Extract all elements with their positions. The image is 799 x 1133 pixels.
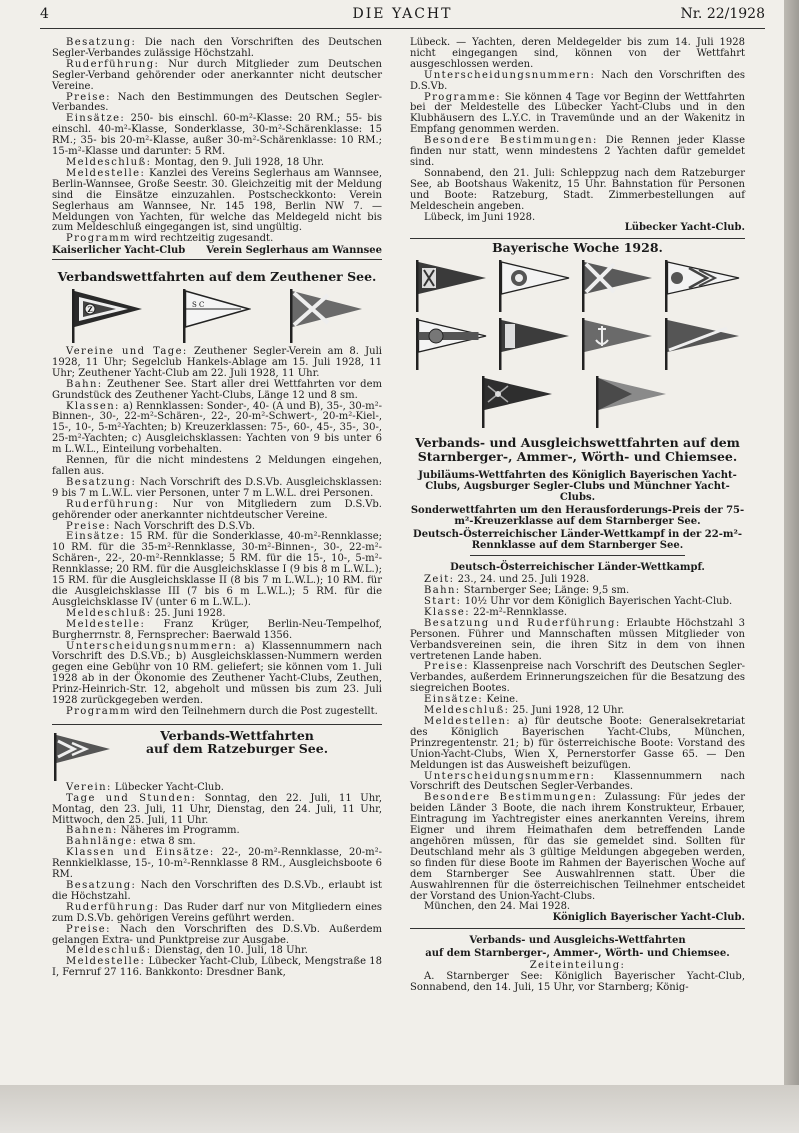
section-rule <box>470 555 685 556</box>
paragraph: Einsätze: 15 RM. für die Sonderklasse, 40-m²-Rennklasse; 10 RM. für die 35-m²-Rennklasse, 30-m²-Binnen-, 30-, 22-m²-Schären-, 22-, 20-m²-Rennklasse; 5 RM. für die 15-, 10-, 5-m²-Rennklasse; 20 RM. für die Ausgleichsklasse I (9 bis 8 m L.W.L.); 15 RM. für die Ausgleichsklasse II (8 bis 7 m L.W.L.); 10 RM. für die Ausgleichsklasse III (7 bis 6 m L.W.L.); 5 RM. für die Ausgleichsklasse IV (unter 6 m L.W.L.). <box>52 531 382 608</box>
paragraph: Ruderführung: Nur von Mitgliedern zum D.S.Vb. gehörender oder anerkannter nichtdeutscher Vereine. <box>52 498 382 521</box>
paragraph: Klassen und Einsätze: 22-, 20-m²-Rennklasse, 20-m²-Rennkielklasse, 15-, 10-m²-Rennklasse 8 RM., Ausgleichsboote 6 RM. <box>52 847 382 881</box>
paragraph: Bahnlänge: etwa 8 sm. <box>66 836 196 848</box>
section-heading: Verbands-Wettfahrten <box>160 727 314 743</box>
paragraph: Meldestelle: Franz Krüger, Berlin-Neu-Tempelhof, Burgherrnstr. 8, Fernsprecher: Baerwald 1356. <box>52 618 382 641</box>
sub-heading: Sonderwettfahrten um den Herausforderungs-Preis der 75-m²-Kreuzerklasse auf dem Starnberger See. <box>410 505 745 528</box>
pennant-flag-icon <box>497 316 571 370</box>
magazine-title: DIE YACHT <box>352 6 453 22</box>
paragraph: München, den 24. Mai 1928. <box>424 901 571 913</box>
sub-heading: Deutsch-Österreichischer Länder-Wettkampf in der 22-m²-Rennklasse auf dem Starnberger See. <box>413 529 742 552</box>
ratzeburg-heading-block <box>52 727 382 783</box>
page-edge-shadow <box>784 0 799 1133</box>
pennant-flag-icon <box>497 258 571 312</box>
paragraph: Preise: Klassenpreise nach Vorschrift des Deutschen Segler-Verbandes, außerdem Erinnerungszeichen für die Besatzung des siegreichen Bootes. <box>410 661 745 695</box>
paragraph: Start: 10½ Uhr vor dem Königlich Bayerischen Yacht-Club. <box>424 596 733 608</box>
paragraph: Meldeschluß: Dienstag, den 10. Juli, 18 Uhr. <box>66 945 308 957</box>
section-rule <box>410 928 745 929</box>
paragraph: Bahn: Zeuthener See. Start aller drei Wettfahrten vor dem Grundstück des Zeuthener Yacht-Clubs, Länge 12 und 8 sm. <box>52 378 382 401</box>
paragraph: Programme: Sie können 4 Tage vor Beginn der Wettfahrten bei der Meldestelle des Lübecker Yacht-Clubs und in den Klubhäusern des L.Y.C. in Travemünde und an der Wakenitz in Empfang genommen werden. <box>410 91 745 136</box>
left-column <box>52 38 382 979</box>
paragraph: Preise: Nach Vorschrift des D.S.Vb. <box>66 520 256 532</box>
pennant-flag-icon <box>663 316 741 370</box>
paragraph: Klassen: a) Rennklassen: Sonder-, 40- (A und B), 35-, 30-m²-Binnen-, 30-, 22-m²-Schären-, 22-, 20-m²-Schwert-, 20-m²-Kiel-, 15-, 10-, 5-m²-Yachten; b) Kreuzerklassen: 75-, 60-, 45-, 35-, 30-, 25-m²-Yachten; c) Ausgleichsklassen: Yachten von 9 bis unter 6 m L.W.L., Einteilung vorbehalten. <box>52 400 383 456</box>
paragraph: Preise: Nach den Bestimmungen des Deutschen Segler-Verbandes. <box>52 91 382 114</box>
sub-heading: Verbands- und Ausgleichs-Wettfahrten <box>469 935 686 947</box>
paragraph: Ruderführung: Nur durch Mitglieder zum Deutschen Segler-Verband gehörender oder anerkannter nicht deutscher Vereine. <box>52 58 382 92</box>
paragraph: Unterscheidungsnummern: Nach den Vorschriften des D.S.Vb. <box>410 69 745 92</box>
paragraph: Lübeck, im Juni 1928. <box>424 211 536 223</box>
pennant-flag-icon <box>181 287 251 343</box>
paragraph: Meldestelle: Kanzlei des Vereins Seglerhaus am Wannsee, Berlin-Wannsee, Große Seestr. 30. Gleichzeitig mit der Meldung sind die Einsätze einzuzahlen. Postscheckkonto: Verein Seglerhaus am Wannsee, Nr. 145 198, Berlin NW 7. — Meldungen von Yachten, für welche das Meldegeld nicht bis zum Meldeschluß eingegangen ist, sind ungültig. <box>52 167 382 234</box>
paragraph: Rennen, für die nicht mindestens 2 Meldungen eingehen, fallen aus. <box>52 455 382 477</box>
svg-text:Z: Z <box>87 305 93 315</box>
header-rule <box>40 28 765 29</box>
signature-line: Lübecker Yacht-Club. <box>624 222 745 234</box>
page-header <box>40 6 765 26</box>
paragraph: Unterscheidungsnummern: Klassennummern nach Vorschrift des Deutschen Segler-Verbandes. <box>410 770 745 793</box>
club-flags-zeuthen <box>52 287 382 343</box>
paragraph: Klasse: 22-m²-Rennklasse. <box>424 606 568 618</box>
section-heading: Bayerische Woche 1928. <box>492 240 663 256</box>
paragraph: Besatzung: Nach den Vorschriften des D.S.Vb., erlaubt ist die Höchstzahl. <box>52 880 382 902</box>
paragraph: Besondere Bestimmungen: Zulassung: Für jedes der beiden Länder 3 Boote, die nach ihrem Konstrukteur, Erbauer, Eintragung im Yachtregister eines anerkannten Vereins, ihrem Eigner und ihrem Heimathafen dem betreffenden Lande angehören müssen, für das sie gemeldet sind. Sollten für Deutschland mehr als 3 gültige Meldungen abgegeben werden, so finden für diese Boote im Rahmen der Bayerischen Woche auf dem Starnberger See Auswahlrennen statt. Über die Auswahlrennen für die österreichischen Teilnehmer entscheidet der Vorstand des Union-Yacht-Clubs. <box>410 792 745 902</box>
paragraph: Lübeck. — Yachten, deren Meldegelder bis zum 14. Juli 1928 nicht eingegangen sind, können von der Wettfahrt ausgeschlossen werden. <box>410 37 745 70</box>
paragraph: Meldeschluß: 25. Juni 1928. <box>66 607 226 619</box>
paragraph: Besatzung und Ruderführung: Erlaubte Höchstzahl 3 Personen. Führer und Mannschaften müssen Mitglieder von Verbandsvereinen sein, die ihren Sitz in dem von ihnen vertretenen Lande haben. <box>410 617 746 662</box>
paragraph: A. Starnberger See: Königlich Bayerischer Yacht-Club, Sonnabend, den 14. Juli, 15 Uhr, vor Starnberg; König- <box>410 971 745 994</box>
paragraph: Besatzung: Die nach den Vorschriften des Deutschen Segler-Verbandes zulässige Höchstzahl. <box>52 37 382 59</box>
pennant-flag-icon <box>594 374 668 428</box>
sub-heading: Jubiläums-Wettfahrten des Königlich Bayerischen Yacht-Clubs, Augsburger Segler-Clubs und Münchner Yacht-Clubs. <box>418 470 737 504</box>
signature-line: Königlich Bayerischer Yacht-Club. <box>552 912 745 924</box>
page-number: 4 <box>40 6 49 22</box>
sub-heading: auf dem Starnberger-, Ammer-, Wörth- und Chiemsee. <box>425 948 730 960</box>
section-rule <box>410 238 745 239</box>
paragraph: Meldestelle: Lübecker Yacht-Club, Lübeck, Mengstraße 18 I, Fernruf 27 116. Bankkonto: Dresdner Bank, <box>52 956 382 979</box>
pennant-flag-icon <box>663 258 741 312</box>
section-heading: Verbandswettfahrten auf dem Zeuthener See. <box>57 269 377 285</box>
section-rule <box>52 259 382 260</box>
club-flags-bavaria-row2 <box>410 316 745 370</box>
paragraph: Meldeschluß: Montag, den 9. Juli 1928, 18 Uhr. <box>66 156 325 168</box>
right-column <box>410 38 745 994</box>
section-heading: auf dem Ratzeburger See. <box>145 740 329 756</box>
section-rule <box>52 724 382 725</box>
paragraph: Einsätze: Keine. <box>424 694 519 706</box>
paragraph: Sonnabend, den 21. Juli: Schleppzug nach dem Ratzeburger See, ab Bootshaus Wakenitz, 15 Uhr. Bahnstation für Personen und Boote: Ratzeburg, Stadt. Zimmerbestellungen auf Meldeschein angeben. <box>410 167 745 212</box>
club-flags-bavaria-row1 <box>410 258 745 312</box>
paragraph: Meldeschluß: 25. Juni 1928, 12 Uhr. <box>424 705 625 717</box>
paragraph: Besatzung: Nach Vorschrift des D.S.Vb. Ausgleichsklassen: 9 bis 7 m L.W.L. vier Personen, unter 7 m L.W.L. drei Personen. <box>52 476 382 499</box>
scan-bottom-margin <box>0 1085 799 1133</box>
paragraph: Zeit: 23., 24. und 25. Juli 1928. <box>424 574 590 586</box>
paragraph: Vereine und Tage: Zeuthener Segler-Verein am 8. Juli 1928, 11 Uhr; Segelclub Hankels-Ablage am 15. Juli 1928, 11 Uhr; Zeuthener Yacht-Club am 22. Juli 1928, 11 Uhr. <box>52 346 382 379</box>
section-heading: Verbands- und Ausgleichswettfahrten auf dem Starnberger-, Ammer-, Wörth- und Chiemsee. <box>415 435 740 465</box>
club-flags-bavaria-row3 <box>410 374 745 428</box>
paragraph: Ruderführung: Das Ruder darf nur von Mitgliedern eines zum D.S.Vb. gehörigen Vereins geführt werden. <box>52 901 382 924</box>
paragraph: Bahnen: Näheres im Programm. <box>66 825 240 837</box>
pennant-flag-icon <box>580 316 654 370</box>
issue-number: Nr. 22/1928 <box>680 6 765 22</box>
paragraph: Programm wird rechtzeitig zugesandt. <box>66 233 274 245</box>
pennant-flag-icon <box>580 258 654 312</box>
pennant-flag-icon <box>52 731 112 781</box>
paragraph: Verein: Lübecker Yacht-Club. <box>66 781 224 793</box>
paragraph: Einsätze: 250- bis einschl. 60-m²-Klasse: 20 RM.; 55- bis einschl. 40-m²-Klasse, Sonderklasse, 30-m²-Schärenklasse: 15 RM.; 35- bis 20-m²-Klasse, außer 30-m²-Schärenklasse: 10 RM.; 15-m²-Klasse und darunter: 5 RM. <box>52 113 382 158</box>
paragraph: Meldestellen: a) für deutsche Boote: Generalsekretariat des Königlich Bayerischen Yacht-Clubs, München, Prinzregentenstr. 21; b) für österreichische Boote: Vorstand des Union-Yacht-Clubs, Wien X, Pernerstorfer Gasse 65. — Den Meldungen ist das Ausweisheft beizufügen. <box>410 716 745 771</box>
pennant-flag-icon <box>414 258 488 312</box>
pennant-flag-icon <box>414 316 488 370</box>
paragraph: Unterscheidungsnummern: a) Klassennummern nach Vorschrift des D.S.Vb.; b) Ausgleichsklassen-Nummern werden gegen eine Gebühr von 10 RM. geliefert; sie können vom 1. Juli 1928 ab in der Ökonomie des Zeuthener Yacht-Clubs, Zeuthen, Prinz-Heinrich-Str. 12, abgeholt und müssen bis zum 23. Juli 1928 zurückgegeben werden. <box>52 640 382 707</box>
pennant-flag-icon <box>480 374 554 428</box>
pennant-flag-icon <box>288 287 364 343</box>
paragraph: Tage und Stunden: Sonntag, den 22. Juli, 11 Uhr, Montag, den 23. Juli, 11 Uhr, Dienstag, den 24. Juli, 11 Uhr, Mittwoch, den 25. Juli, 11 Uhr. <box>52 792 383 826</box>
signature-line: Kaiserlicher Yacht-Club Verein Seglerhaus am Wannsee <box>52 245 382 257</box>
sub-heading: Deutsch-Österreichischer Länder-Wettkampf. <box>450 562 705 574</box>
sub-heading: Zeiteinteilung: <box>529 960 626 972</box>
paragraph: Bahn: Starnberger See; Länge: 9,5 sm. <box>424 585 630 597</box>
pennant-flag-icon <box>70 287 144 343</box>
paragraph: Besondere Bestimmungen: Die Rennen jeder Klasse finden nur statt, wenn mindestens 2 Yachten dafür gemeldet sind. <box>410 135 745 168</box>
paragraph: Preise: Nach den Vorschriften des D.S.Vb. Außerdem gelangen Extra- und Punktpreise zur Ausgabe. <box>52 923 382 946</box>
paragraph: Programm wird den Teilnehmern durch die Post zugestellt. <box>66 705 378 717</box>
svg-text:S C: S C <box>191 301 205 310</box>
